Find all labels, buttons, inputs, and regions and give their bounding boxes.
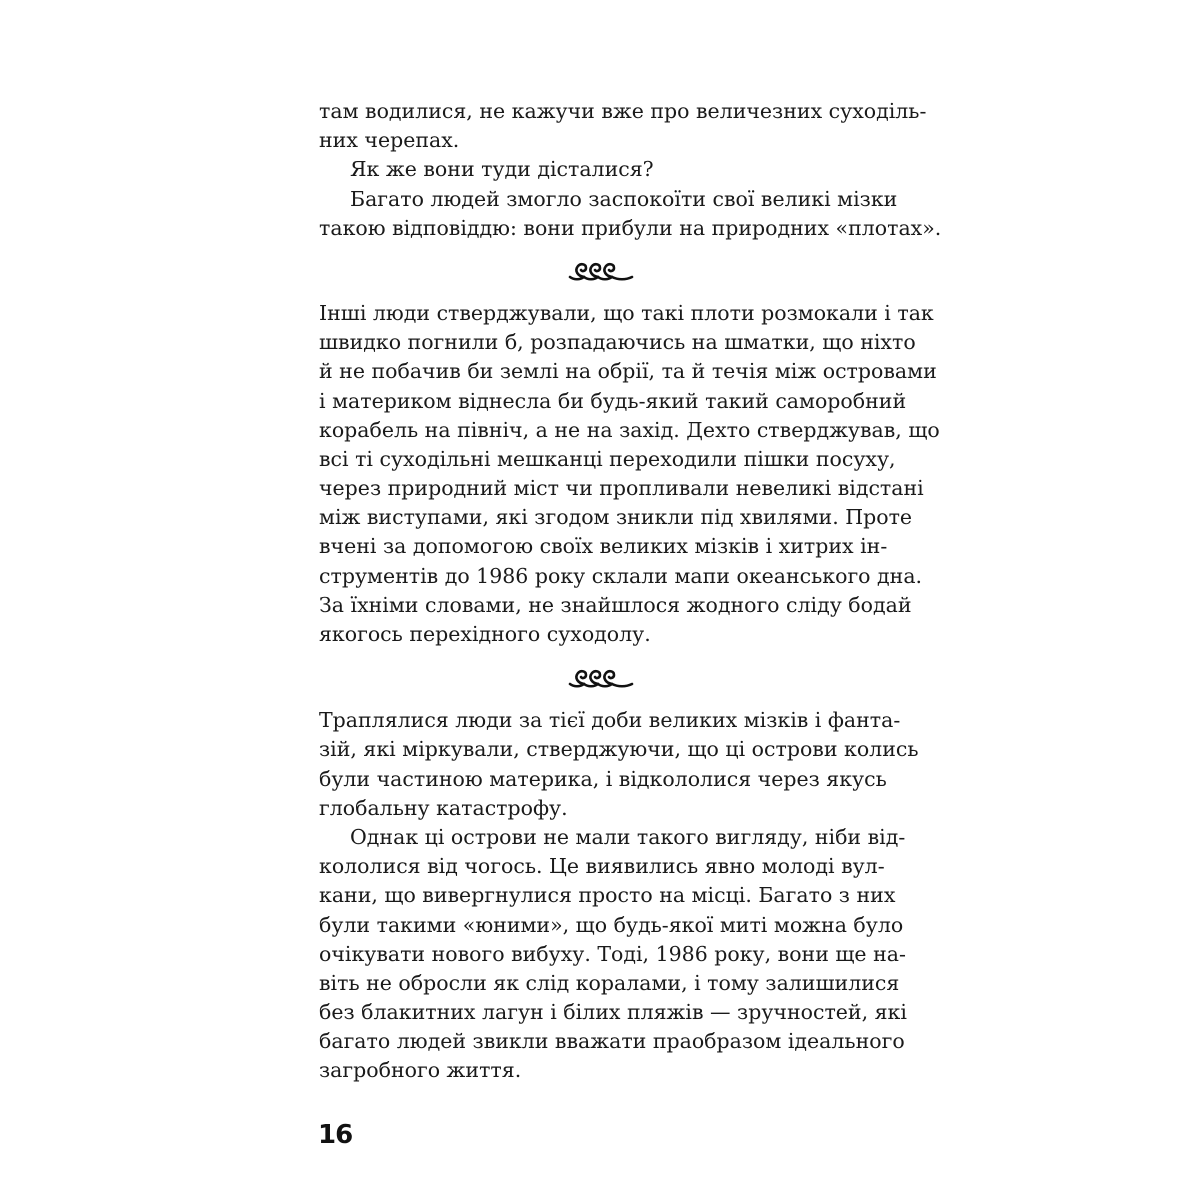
text-line: Однак ці острови не мали такого вигляду, ніби від- (350, 824, 906, 849)
text-line: кололися від чогось. Це виявились явно молоді вул- (319, 854, 885, 879)
section-separator (319, 649, 882, 706)
text-line: Багато людей змогло заспокоїти свої великі мізки (350, 186, 898, 211)
text-line: Як же вони туди дісталися? (350, 157, 654, 182)
text-line: віть не обросли як слід коралами, і тому залишилися (319, 970, 900, 995)
text-line: були частиною материка, і відкололися через якусь (319, 766, 887, 791)
text-line: через природний міст чи пропливали невеликі відстані (319, 476, 924, 501)
text-line: загробного життя. (319, 1058, 522, 1083)
page-number: 16 (318, 1120, 353, 1150)
text-line: них черепах. (319, 128, 460, 153)
text-line: якогось перехідного суходолу. (319, 622, 651, 646)
text-line: там водилися, не кажучи вже про величезних суходіль- (319, 99, 927, 123)
text-line: без блакитних лагун і білих пляжів — зручностей, які (319, 1000, 907, 1025)
text-line: кани, що вивергнулися просто на місці. Багато з них (319, 883, 896, 908)
text-line: всі ті суходільні мешканці переходили пішки посуху, (319, 446, 896, 471)
text-line: і материком віднесла би будь-який такий саморобний (319, 388, 907, 413)
text-line: були такими «юними», що будь-якої миті можна було (319, 912, 904, 937)
section-separator (319, 243, 882, 299)
text-line: багато людей звикли вважати праобразом ідеального (319, 1029, 905, 1054)
page-text-column (319, 97, 942, 1086)
text-line: й не побачив би землі на обрії, та й течія між островами (319, 359, 937, 384)
text-line: Траплялися люди за тієї доби великих мізків і фанта- (319, 708, 901, 733)
text-line: швидко погнили б, розпадаючись на шматки, що ніхто (319, 330, 916, 355)
text-line: За їхніми словами, не знайшлося жодного сліду бодай (319, 592, 912, 617)
wave-ornament-icon (568, 667, 634, 689)
text-line: глобальну катастрофу. (319, 795, 568, 820)
text-line: Інші люди стверджували, що такі плоти розмокали і так (319, 300, 934, 325)
text-line: такою відповіддю: вони прибули на природних «плотах». (319, 215, 942, 240)
text-line: зій, які міркували, стверджуючи, що ці острови колись (319, 737, 919, 762)
text-line: очікувати нового вибуху. Тоді, 1986 року, вони ще на- (319, 941, 906, 966)
text-line: між виступами, які згодом зникли під хвилями. Проте (319, 505, 913, 530)
wave-ornament-icon (568, 260, 634, 282)
text-line: вчені за допомогою своїх великих мізків і хитрих ін- (319, 534, 888, 559)
text-line: корабель на північ, а не на захід. Дехто стверджував, що (319, 417, 940, 442)
text-line: струментів до 1986 року склали мапи океанського дна. (319, 563, 923, 588)
